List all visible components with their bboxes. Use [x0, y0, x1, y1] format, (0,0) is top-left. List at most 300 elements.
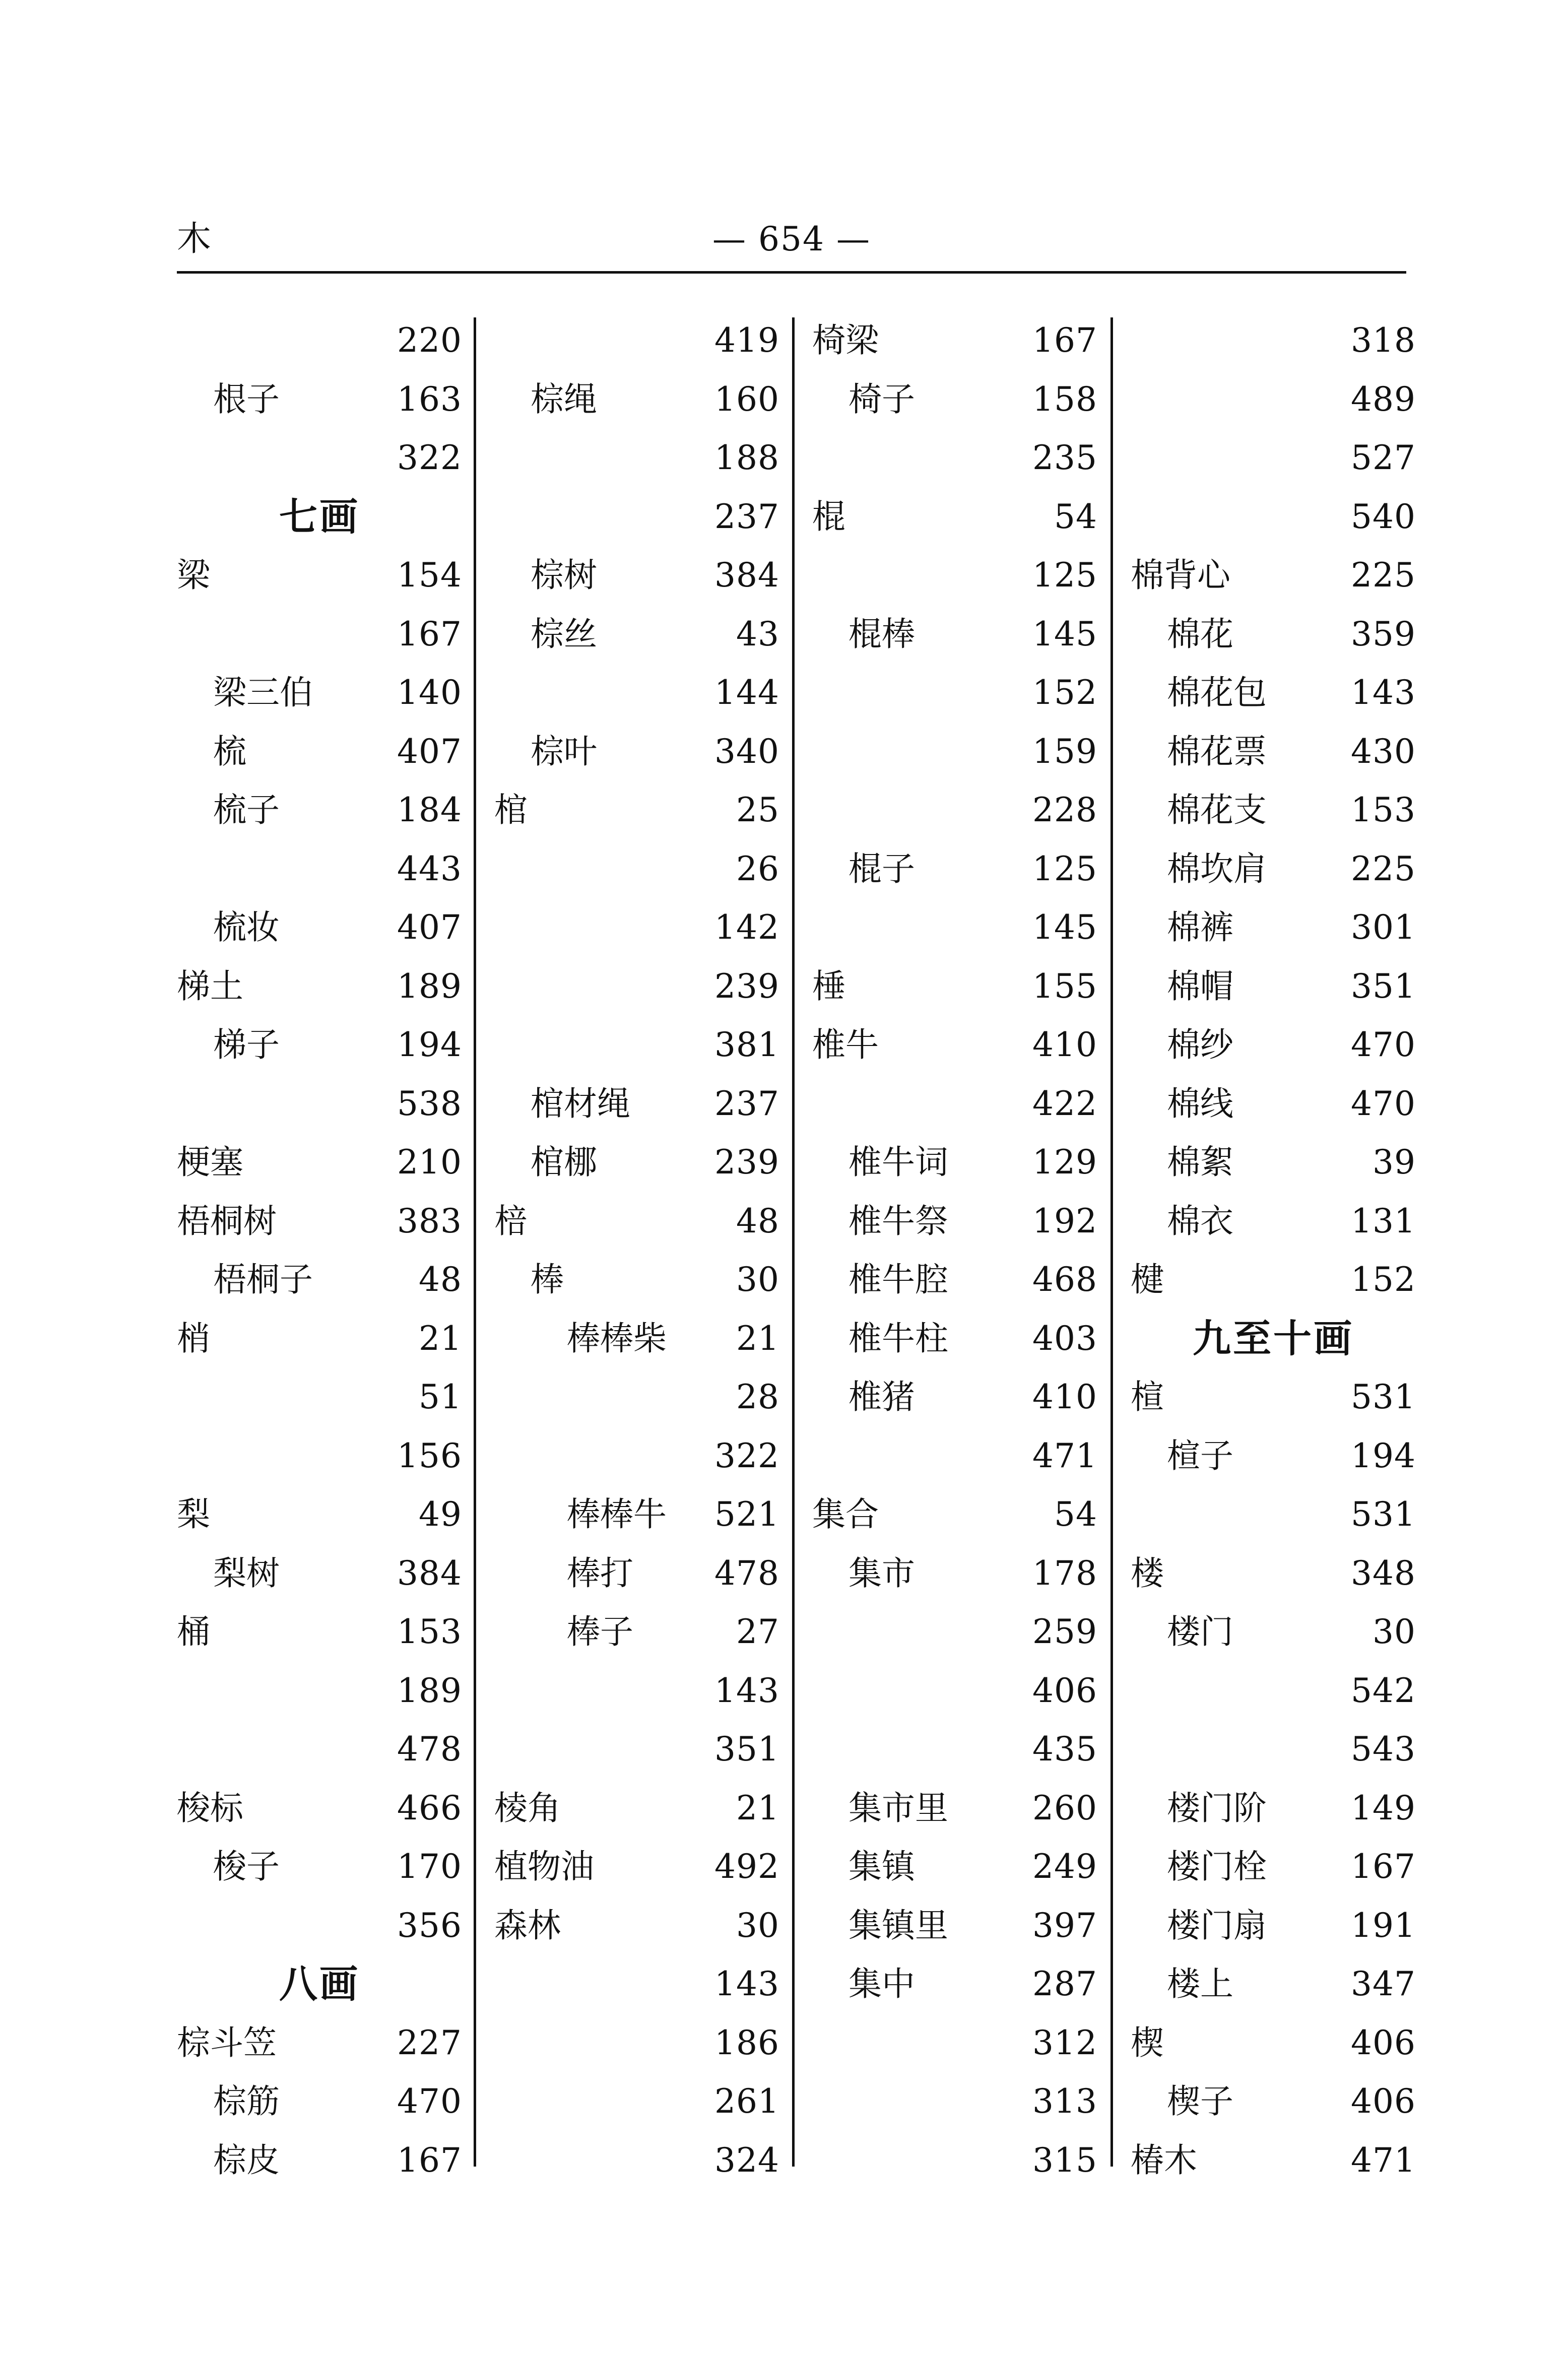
index-term: 楦子 — [1167, 1436, 1233, 1475]
index-entry — [177, 1662, 462, 1721]
page-reference: 470 — [1351, 1025, 1416, 1064]
page-reference: 406 — [1351, 2082, 1416, 2121]
page-reference: 158 — [1032, 379, 1097, 419]
page-reference: 43 — [736, 614, 779, 653]
index-entry — [177, 1485, 462, 1544]
index-term: 棱角 — [494, 1788, 561, 1827]
page-reference: 261 — [714, 2082, 779, 2121]
index-entry — [1131, 311, 1416, 370]
page-reference: 191 — [1351, 1906, 1416, 1945]
page-reference: 167 — [397, 614, 462, 653]
index-term: 棍子 — [848, 849, 915, 888]
page-reference: 167 — [1032, 321, 1097, 360]
index-entry — [1131, 898, 1416, 957]
index-entry — [812, 1133, 1097, 1192]
page-reference: 538 — [397, 1084, 462, 1123]
page-reference: 466 — [397, 1788, 462, 1827]
index-entry — [177, 546, 462, 605]
index-entry — [177, 1368, 462, 1427]
index-entry — [1131, 723, 1416, 781]
page-reference: 410 — [1032, 1025, 1097, 1064]
page-reference: 152 — [1351, 1260, 1416, 1299]
index-entry — [812, 723, 1097, 781]
page-reference: 543 — [1351, 1730, 1416, 1769]
index-entry — [494, 1075, 779, 1134]
index-term: 棒棒柴 — [567, 1319, 667, 1358]
page-reference: 227 — [397, 2023, 462, 2062]
index-entry — [177, 1897, 462, 1955]
stroke-count-heading-row — [1131, 1310, 1416, 1368]
index-term: 桶 — [177, 1612, 210, 1651]
index-entry — [177, 1133, 462, 1192]
index-term: 棒 — [531, 1260, 564, 1299]
index-entry — [177, 1016, 462, 1075]
index-entry — [812, 1897, 1097, 1955]
page-reference: 129 — [1032, 1143, 1097, 1182]
page-reference: 239 — [714, 966, 779, 1006]
index-entry — [177, 2072, 462, 2131]
index-term: 楼门栓 — [1167, 1847, 1267, 1886]
index-term: 集市里 — [848, 1788, 948, 1827]
index-entry — [812, 1251, 1097, 1310]
index-entry — [494, 1368, 779, 1427]
page-reference: 142 — [714, 908, 779, 947]
page-reference: 49 — [419, 1495, 462, 1534]
page-reference: 407 — [397, 908, 462, 947]
index-entry — [177, 898, 462, 957]
page-reference: 154 — [397, 556, 462, 595]
index-entry — [177, 1779, 462, 1838]
page-reference: 397 — [1032, 1906, 1097, 1945]
index-term: 梨树 — [213, 1553, 280, 1593]
index-term: 棍 — [812, 497, 845, 536]
index-term: 椎牛柱 — [848, 1319, 948, 1358]
page-reference: 54 — [1054, 1495, 1097, 1534]
index-term: 棉坎肩 — [1167, 849, 1267, 888]
index-entry — [494, 781, 779, 840]
index-term: 楔 — [1131, 2023, 1164, 2062]
page-reference: 51 — [419, 1378, 462, 1416]
index-entry — [494, 2072, 779, 2131]
page-reference: 324 — [714, 2140, 779, 2180]
index-entry — [494, 1016, 779, 1075]
index-entry — [812, 2014, 1097, 2073]
header-rule — [177, 271, 1406, 274]
index-entry — [1131, 1075, 1416, 1134]
page-reference: 237 — [714, 1084, 779, 1123]
index-term: 椎牛腔 — [848, 1260, 948, 1299]
page-reference: 25 — [736, 791, 779, 829]
index-column-4 — [1131, 311, 1416, 2190]
page-reference: 159 — [1032, 732, 1097, 771]
page-reference: 125 — [1032, 849, 1097, 888]
index-entry — [494, 1310, 779, 1368]
index-entry — [177, 2131, 462, 2190]
page-reference: 315 — [1032, 2140, 1097, 2180]
page-reference: 359 — [1351, 614, 1416, 653]
index-entry — [494, 723, 779, 781]
index-term: 棓 — [494, 1201, 528, 1240]
page-reference: 26 — [736, 849, 779, 888]
page-reference: 156 — [397, 1436, 462, 1475]
index-entry — [1131, 370, 1416, 429]
index-entry — [494, 1133, 779, 1192]
page-reference: 260 — [1032, 1788, 1097, 1827]
index-entry — [1131, 546, 1416, 605]
index-term: 集合 — [812, 1495, 879, 1534]
index-entry — [1131, 1192, 1416, 1251]
page-reference: 470 — [1351, 1084, 1416, 1123]
index-entry — [812, 1603, 1097, 1662]
index-entry — [812, 898, 1097, 957]
index-entry — [177, 1075, 462, 1134]
page-reference: 155 — [1032, 966, 1097, 1006]
index-entry — [177, 781, 462, 840]
index-term: 棍棒 — [848, 614, 915, 653]
page-reference: 225 — [1351, 556, 1416, 595]
page-reference: 521 — [714, 1495, 779, 1534]
page-reference: 239 — [714, 1143, 779, 1182]
page-reference: 403 — [1032, 1319, 1097, 1358]
stroke-count-heading-row — [177, 1955, 462, 2014]
index-entry — [494, 311, 779, 370]
page-reference: 381 — [714, 1025, 779, 1064]
index-entry — [812, 1310, 1097, 1368]
index-entry — [1131, 488, 1416, 547]
index-term: 棺材绳 — [531, 1084, 630, 1123]
index-entry — [494, 488, 779, 547]
page-reference: 351 — [714, 1730, 779, 1769]
index-term: 梁三伯 — [213, 673, 313, 712]
index-entry — [494, 1485, 779, 1544]
page-reference: 28 — [736, 1378, 779, 1416]
page-reference: 531 — [1351, 1378, 1416, 1416]
index-entry — [494, 664, 779, 723]
index-entry — [812, 2131, 1097, 2190]
index-entry — [494, 1427, 779, 1486]
page-reference: 468 — [1032, 1260, 1097, 1299]
page-reference: 422 — [1032, 1084, 1097, 1123]
index-entry — [1131, 1544, 1416, 1603]
index-entry — [177, 1192, 462, 1251]
index-term: 梭标 — [177, 1788, 243, 1827]
page-reference: 21 — [736, 1788, 779, 1827]
index-entry — [812, 1720, 1097, 1779]
page-reference: 351 — [1351, 966, 1416, 1006]
index-term: 梧桐树 — [177, 1201, 277, 1240]
index-entry — [177, 1838, 462, 1897]
stroke-count-heading-row — [177, 488, 462, 547]
page-reference: 322 — [397, 438, 462, 477]
page-reference: 145 — [1032, 614, 1097, 653]
index-entry — [494, 898, 779, 957]
page-reference: 194 — [397, 1025, 462, 1064]
index-term: 楼门阶 — [1167, 1788, 1267, 1827]
page-reference: 287 — [1032, 1965, 1097, 2003]
index-term: 梭子 — [213, 1847, 280, 1886]
index-entry — [812, 1427, 1097, 1486]
index-term: 梳妆 — [213, 908, 280, 947]
index-entry — [177, 605, 462, 664]
page-reference: 430 — [1351, 732, 1416, 771]
index-term: 楼门 — [1167, 1612, 1233, 1651]
index-entry — [812, 546, 1097, 605]
index-entry — [812, 1662, 1097, 1721]
index-term: 集镇 — [848, 1847, 915, 1886]
index-entry — [812, 1485, 1097, 1544]
index-entry — [812, 1192, 1097, 1251]
index-term: 棉花包 — [1167, 673, 1267, 712]
page-reference: 39 — [1373, 1143, 1416, 1182]
page-reference: 340 — [714, 732, 779, 771]
index-term: 棕绳 — [531, 379, 597, 419]
index-entry — [812, 311, 1097, 370]
page-reference: 471 — [1351, 2140, 1416, 2180]
index-entry — [494, 2131, 779, 2190]
page-reference: 542 — [1351, 1671, 1416, 1710]
column-divider — [1110, 317, 1113, 2167]
index-entry — [1131, 957, 1416, 1016]
page-reference: 186 — [714, 2023, 779, 2062]
page-reference: 27 — [736, 1612, 779, 1651]
page-reference: 145 — [1032, 908, 1097, 947]
index-term: 椅子 — [848, 379, 915, 419]
page-reference: 21 — [736, 1319, 779, 1358]
index-term: 梳 — [213, 732, 246, 771]
index-entry — [494, 370, 779, 429]
index-entry — [177, 1251, 462, 1310]
page-reference: 259 — [1032, 1612, 1097, 1651]
page-reference: 443 — [397, 849, 462, 888]
page-reference: 21 — [419, 1319, 462, 1358]
index-entry — [1131, 1485, 1416, 1544]
index-entry — [494, 546, 779, 605]
page-reference: 140 — [397, 673, 462, 712]
index-term: 梯子 — [213, 1025, 280, 1064]
index-entry — [494, 1544, 779, 1603]
index-entry — [812, 605, 1097, 664]
page-reference: 419 — [714, 321, 779, 360]
index-term: 棕筋 — [213, 2082, 280, 2121]
page-reference: 30 — [736, 1260, 779, 1299]
index-term: 楼上 — [1167, 1965, 1233, 2003]
index-entry — [1131, 2014, 1416, 2073]
page-reference: 48 — [419, 1260, 462, 1299]
page-reference: 184 — [397, 791, 462, 829]
index-term: 梁 — [177, 556, 210, 595]
page-reference: 347 — [1351, 1965, 1416, 2003]
page-reference: 228 — [1032, 791, 1097, 829]
index-term: 椿木 — [1131, 2140, 1197, 2180]
page-reference: 384 — [714, 556, 779, 595]
index-entry — [812, 488, 1097, 547]
page-reference: 170 — [397, 1847, 462, 1886]
index-term: 棉裤 — [1167, 908, 1233, 947]
page-number: — 654 — — [712, 220, 871, 258]
index-term: 集镇里 — [848, 1906, 948, 1945]
index-entry — [1131, 840, 1416, 899]
page-reference: 30 — [1373, 1612, 1416, 1651]
index-term: 棉衣 — [1167, 1201, 1233, 1240]
page-reference: 356 — [397, 1906, 462, 1945]
index-entry — [494, 957, 779, 1016]
index-term: 森林 — [494, 1906, 561, 1945]
index-entry — [1131, 1955, 1416, 2014]
index-entry — [177, 2014, 462, 2073]
page-reference: 237 — [714, 497, 779, 536]
index-term: 集中 — [848, 1965, 915, 2003]
index-entry — [177, 1427, 462, 1486]
index-term: 棉花 — [1167, 614, 1233, 653]
index-entry — [812, 1779, 1097, 1838]
page-reference: 194 — [1351, 1436, 1416, 1475]
index-entry — [812, 1075, 1097, 1134]
radical-label: 木 — [177, 219, 212, 259]
page-reference: 54 — [1054, 497, 1097, 536]
index-entry — [494, 1603, 779, 1662]
index-term: 棕斗笠 — [177, 2023, 277, 2062]
page-reference: 383 — [397, 1201, 462, 1240]
index-term: 椎牛 — [812, 1025, 879, 1064]
index-term: 椎牛祭 — [848, 1201, 948, 1240]
index-column-2 — [494, 311, 779, 2190]
index-entry — [1131, 605, 1416, 664]
page-reference: 188 — [714, 438, 779, 477]
index-entry — [1131, 1603, 1416, 1662]
page-reference: 160 — [714, 379, 779, 419]
page-reference: 143 — [1351, 673, 1416, 712]
index-term: 梳子 — [213, 791, 280, 829]
column-divider — [474, 317, 476, 2167]
index-term: 棉背心 — [1131, 556, 1230, 595]
index-entry — [1131, 2131, 1416, 2190]
index-term: 棉帽 — [1167, 966, 1233, 1006]
index-entry — [494, 1251, 779, 1310]
index-term: 棒打 — [567, 1553, 633, 1593]
index-term: 椎猪 — [848, 1378, 915, 1416]
index-entry — [177, 723, 462, 781]
page-reference: 143 — [714, 1965, 779, 2003]
index-entry — [494, 1897, 779, 1955]
page-reference: 435 — [1032, 1730, 1097, 1769]
index-term: 棒棒牛 — [567, 1495, 667, 1534]
index-term: 植物油 — [494, 1847, 594, 1886]
index-entry — [812, 2072, 1097, 2131]
page-reference: 318 — [1351, 321, 1416, 360]
page-reference: 167 — [397, 2140, 462, 2180]
index-entry — [812, 1838, 1097, 1897]
index-entry — [177, 1544, 462, 1603]
index-entry — [177, 1310, 462, 1368]
index-entry — [177, 429, 462, 488]
index-term: 楦 — [1131, 1378, 1164, 1416]
index-entry — [494, 2014, 779, 2073]
index-entry — [1131, 781, 1416, 840]
index-entry — [494, 1662, 779, 1721]
index-term: 集市 — [848, 1553, 915, 1593]
page-reference: 220 — [397, 321, 462, 360]
index-entry — [1131, 1016, 1416, 1075]
index-term: 棕叶 — [531, 732, 597, 771]
page-reference: 149 — [1351, 1788, 1416, 1827]
page-reference: 163 — [397, 379, 462, 419]
index-entry — [812, 1016, 1097, 1075]
index-entry — [177, 840, 462, 899]
index-entry — [1131, 1427, 1416, 1486]
index-entry — [1131, 1838, 1416, 1897]
page-reference: 144 — [714, 673, 779, 712]
index-term: 棺梛 — [531, 1143, 597, 1182]
page-reference: 540 — [1351, 497, 1416, 536]
page-reference: 189 — [397, 966, 462, 1006]
index-term: 梧桐子 — [213, 1260, 313, 1299]
index-entry — [1131, 1251, 1416, 1310]
index-term: 楔子 — [1167, 2082, 1233, 2121]
index-entry — [812, 664, 1097, 723]
page-reference: 48 — [736, 1201, 779, 1240]
index-entry — [1131, 1133, 1416, 1192]
index-entry — [812, 781, 1097, 840]
page-reference: 410 — [1032, 1378, 1097, 1416]
page-reference: 210 — [397, 1143, 462, 1182]
page-reference: 125 — [1032, 556, 1097, 595]
index-entry — [1131, 1368, 1416, 1427]
index-entry — [812, 1955, 1097, 2014]
index-term: 棉花票 — [1167, 732, 1267, 771]
page-reference: 152 — [1032, 673, 1097, 712]
index-entry — [1131, 664, 1416, 723]
index-term: 椎牛词 — [848, 1143, 948, 1182]
index-entry — [812, 1368, 1097, 1427]
index-entry — [494, 1720, 779, 1779]
index-entry — [494, 605, 779, 664]
index-term: 梯土 — [177, 966, 243, 1006]
index-entry — [1131, 1897, 1416, 1955]
index-entry — [494, 1955, 779, 2014]
index-term: 棉线 — [1167, 1084, 1233, 1123]
index-term: 棉纱 — [1167, 1025, 1233, 1064]
index-term: 椅梁 — [812, 321, 879, 360]
index-entry — [812, 840, 1097, 899]
page-reference: 406 — [1032, 1671, 1097, 1710]
page-reference: 153 — [397, 1612, 462, 1651]
index-entry — [177, 1603, 462, 1662]
index-entry — [177, 311, 462, 370]
index-term: 棉絮 — [1167, 1143, 1233, 1182]
stroke-count-heading: 八画 — [279, 1961, 360, 2006]
index-entry — [177, 370, 462, 429]
index-entry — [494, 429, 779, 488]
index-entry — [812, 370, 1097, 429]
page-reference: 384 — [397, 1553, 462, 1593]
index-entry — [177, 664, 462, 723]
page-reference: 489 — [1351, 379, 1416, 419]
page-reference: 478 — [397, 1730, 462, 1769]
index-entry — [494, 1192, 779, 1251]
page-reference: 531 — [1351, 1495, 1416, 1534]
index-term: 棕皮 — [213, 2140, 280, 2180]
page-reference: 225 — [1351, 849, 1416, 888]
index-term: 楼门扇 — [1167, 1906, 1267, 1945]
page-reference: 235 — [1032, 438, 1097, 477]
page-reference: 407 — [397, 732, 462, 771]
page-reference: 406 — [1351, 2023, 1416, 2062]
index-entry — [1131, 1662, 1416, 1721]
index-term: 棺 — [494, 791, 528, 829]
index-term: 棕丝 — [531, 614, 597, 653]
page-reference: 322 — [714, 1436, 779, 1475]
index-entry — [177, 1720, 462, 1779]
